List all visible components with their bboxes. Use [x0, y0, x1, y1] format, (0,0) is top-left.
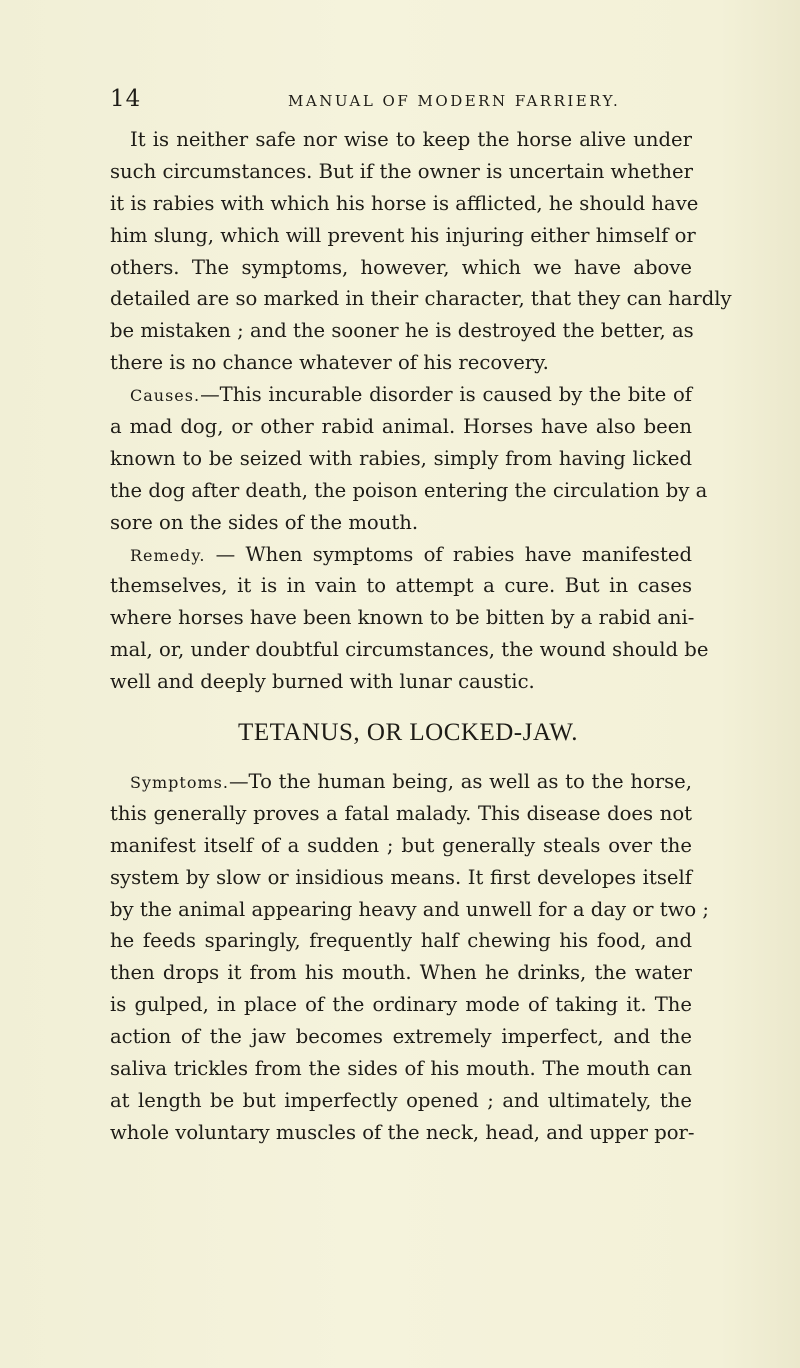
text-line: system by slow or insidious means. It first developes itself [110, 865, 692, 889]
remedy-label: Remedy. [130, 545, 206, 565]
text-line: known to be seized with rabies, simply from having licked [110, 446, 692, 470]
symptoms-label: Symptoms. [130, 773, 229, 793]
text-line: a mad dog, or other rabid animal. Horses have also been [110, 415, 692, 439]
text-line: others. The symptoms, however, which we have above [110, 255, 692, 279]
body-text [110, 124, 732, 1149]
remedy-first-line: — When symptoms of rabies have manifested [205, 542, 692, 566]
text-line: it is rabies with which his horse is afflicted, he should have [110, 191, 699, 215]
symptoms-paragraph-start [110, 766, 692, 798]
text-line: sore on the sides of the mouth. [110, 510, 419, 534]
text-line: where horses have been known to be bitten by a rabid ani- [110, 606, 695, 630]
text-line: at length be but imperfectly opened ; and ultimately, the [110, 1088, 692, 1112]
text-line: manifest itself of a sudden ; but generally steals over the [110, 833, 692, 857]
text-line: whole voluntary muscles of the neck, head, and upper por- [110, 1120, 695, 1144]
text-line: well and deeply burned with lunar caustic. [110, 670, 535, 694]
page-header [110, 86, 696, 116]
text-line: the dog after death, the poison entering the circulation by a [110, 478, 708, 502]
causes-label: Causes. [130, 386, 201, 406]
remedy-paragraph-start [110, 539, 692, 571]
text-line: such circumstances. But if the owner is uncertain whether [110, 159, 693, 183]
running-head: MANUAL OF MODERN FARRIERY. [288, 92, 621, 110]
section-heading: TETANUS, OR LOCKED-JAW. [238, 719, 578, 747]
text-line: mal, or, under doubtful circumstances, the wound should be [110, 638, 709, 662]
text-line: is gulped, in place of the ordinary mode of taking it. The [110, 993, 692, 1017]
text-line: saliva trickles from the sides of his mouth. The mouth can [110, 1057, 692, 1081]
symptoms-first-line: —To the human being, as well as to the horse, [228, 770, 692, 794]
text-line: he feeds sparingly, frequently half chewing his food, and [110, 929, 692, 953]
text-line: detailed are so marked in their character, that they can hardly [110, 287, 732, 311]
text-line: this generally proves a fatal malady. This disease does not [110, 801, 692, 825]
text-line: by the animal appearing heavy and unwell for a day or two ; [110, 897, 709, 921]
text-line: themselves, it is in vain to attempt a cure. But in cases [110, 574, 692, 598]
text-line: then drops it from his mouth. When he drinks, the water [110, 961, 692, 985]
text-line: be mistaken ; and the sooner he is destroyed the better, as [110, 319, 694, 343]
causes-first-line: —This incurable disorder is caused by the bite of [200, 383, 692, 407]
page-number: 14 [110, 86, 142, 112]
text-line: him slung, which will prevent his injuring either himself or [110, 223, 696, 247]
causes-paragraph-start [110, 379, 692, 411]
text-line: It is neither safe nor wise to keep the horse alive under [130, 128, 692, 151]
text-line: action of the jaw becomes extremely imperfect, and the [110, 1025, 692, 1049]
text-line: there is no chance whatever of his recovery. [110, 351, 549, 375]
